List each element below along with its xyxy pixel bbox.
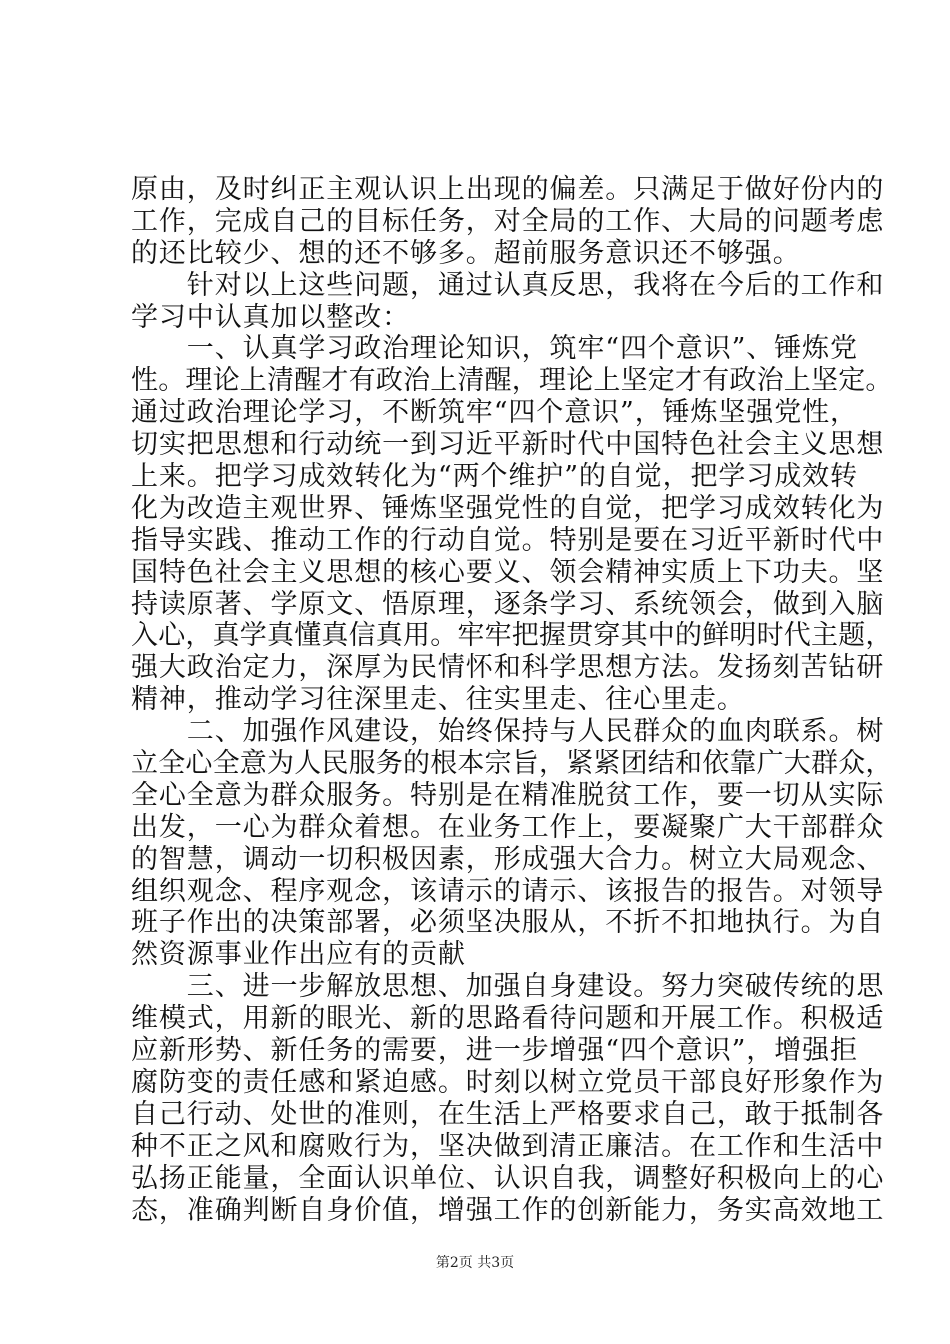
- text-line: 指导实践、推动工作的行动自觉。特别是要在习近平新时代中: [131, 524, 885, 556]
- text-line: 三、进一步解放思想、加强自身建设。努力突破传统的思: [131, 971, 885, 1003]
- text-line: 应新形势、新任务的需要，进一步增强“四个意识”，增强拒: [131, 1035, 858, 1067]
- text-line: 种不正之风和腐败行为，坚决做到清正廉洁。在工作和生活中: [131, 1130, 885, 1162]
- text-line: 上来。把学习成效转化为“两个维护”的自觉，把学习成效转: [131, 461, 858, 493]
- document-body: [131, 174, 893, 1226]
- page-footer: 第2页 共3页: [435, 1255, 515, 1271]
- text-line: 强大政治定力，深厚为民情怀和科学思想方法。发扬刻苦钻研: [131, 652, 885, 684]
- text-line: 二、加强作风建设，始终保持与人民群众的血肉联系。树: [131, 716, 885, 748]
- text-line: 然资源事业作出应有的贡献: [131, 939, 466, 971]
- text-line: 学习中认真加以整改：: [131, 301, 410, 333]
- text-line: 入心，真学真懂真信真用。牢牢把握贯穿其中的鲜明时代主题，: [131, 620, 893, 652]
- text-line: 切实把思想和行动统一到习近平新时代中国特色社会主义思想: [131, 429, 885, 461]
- text-line: 的智慧，调动一切积极因素，形成强大合力。树立大局观念、: [131, 843, 885, 875]
- text-line: 化为改造主观世界、锤炼坚强党性的自觉，把学习成效转化为: [131, 492, 885, 524]
- text-line: 通过政治理论学习，不断筑牢“四个意识”，锤炼坚强党性，: [131, 397, 858, 429]
- text-line: 腐防变的责任感和紧迫感。时刻以树立党员干部良好形象作为: [131, 1066, 885, 1098]
- text-line: 持读原著、学原文、悟原理，逐条学习、系统领会，做到入脑: [131, 588, 885, 620]
- text-line: 态，准确判断自身价值，增强工作的创新能力，务实高效地工: [131, 1194, 885, 1226]
- text-line: 全心全意为群众服务。特别是在精准脱贫工作，要一切从实际: [131, 779, 885, 811]
- text-line: 性。理论上清醒才有政治上清醒，理论上坚定才有政治上坚定。: [131, 365, 893, 397]
- text-line: 一、认真学习政治理论知识，筑牢“四个意识”、锤炼党: [131, 333, 858, 365]
- text-line: 弘扬正能量，全面认识单位、认识自我，调整好积极向上的心: [131, 1162, 885, 1194]
- text-line: 的还比较少、想的还不够多。超前服务意识还不够强。: [131, 237, 801, 269]
- text-line: 维模式，用新的眼光、新的思路看待问题和开展工作。积极适: [131, 1003, 885, 1035]
- text-line: 针对以上这些问题，通过认真反思，我将在今后的工作和: [131, 269, 885, 301]
- text-line: 原由，及时纠正主观认识上出现的偏差。只满足于做好份内的: [131, 174, 885, 205]
- text-line: 组织观念、程序观念，该请示的请示、该报告的报告。对领导: [131, 875, 885, 907]
- text-line: 班子作出的决策部署，必须坚决服从，不折不扣地执行。为自: [131, 907, 885, 939]
- text-line: 出发，一心为群众着想。在业务工作上，要凝聚广大干部群众: [131, 811, 885, 843]
- text-line: 自己行动、处世的准则，在生活上严格要求自己，敢于抵制各: [131, 1098, 885, 1130]
- text-line: 工作，完成自己的目标任务，对全局的工作、大局的问题考虑: [131, 205, 885, 237]
- text-line: 国特色社会主义思想的核心要义、领会精神实质上下功夫。坚: [131, 556, 885, 588]
- text-line: 精神，推动学习往深里走、往实里走、往心里走。: [131, 684, 745, 716]
- text-line: 立全心全意为人民服务的根本宗旨，紧紧团结和依靠广大群众，: [131, 748, 893, 780]
